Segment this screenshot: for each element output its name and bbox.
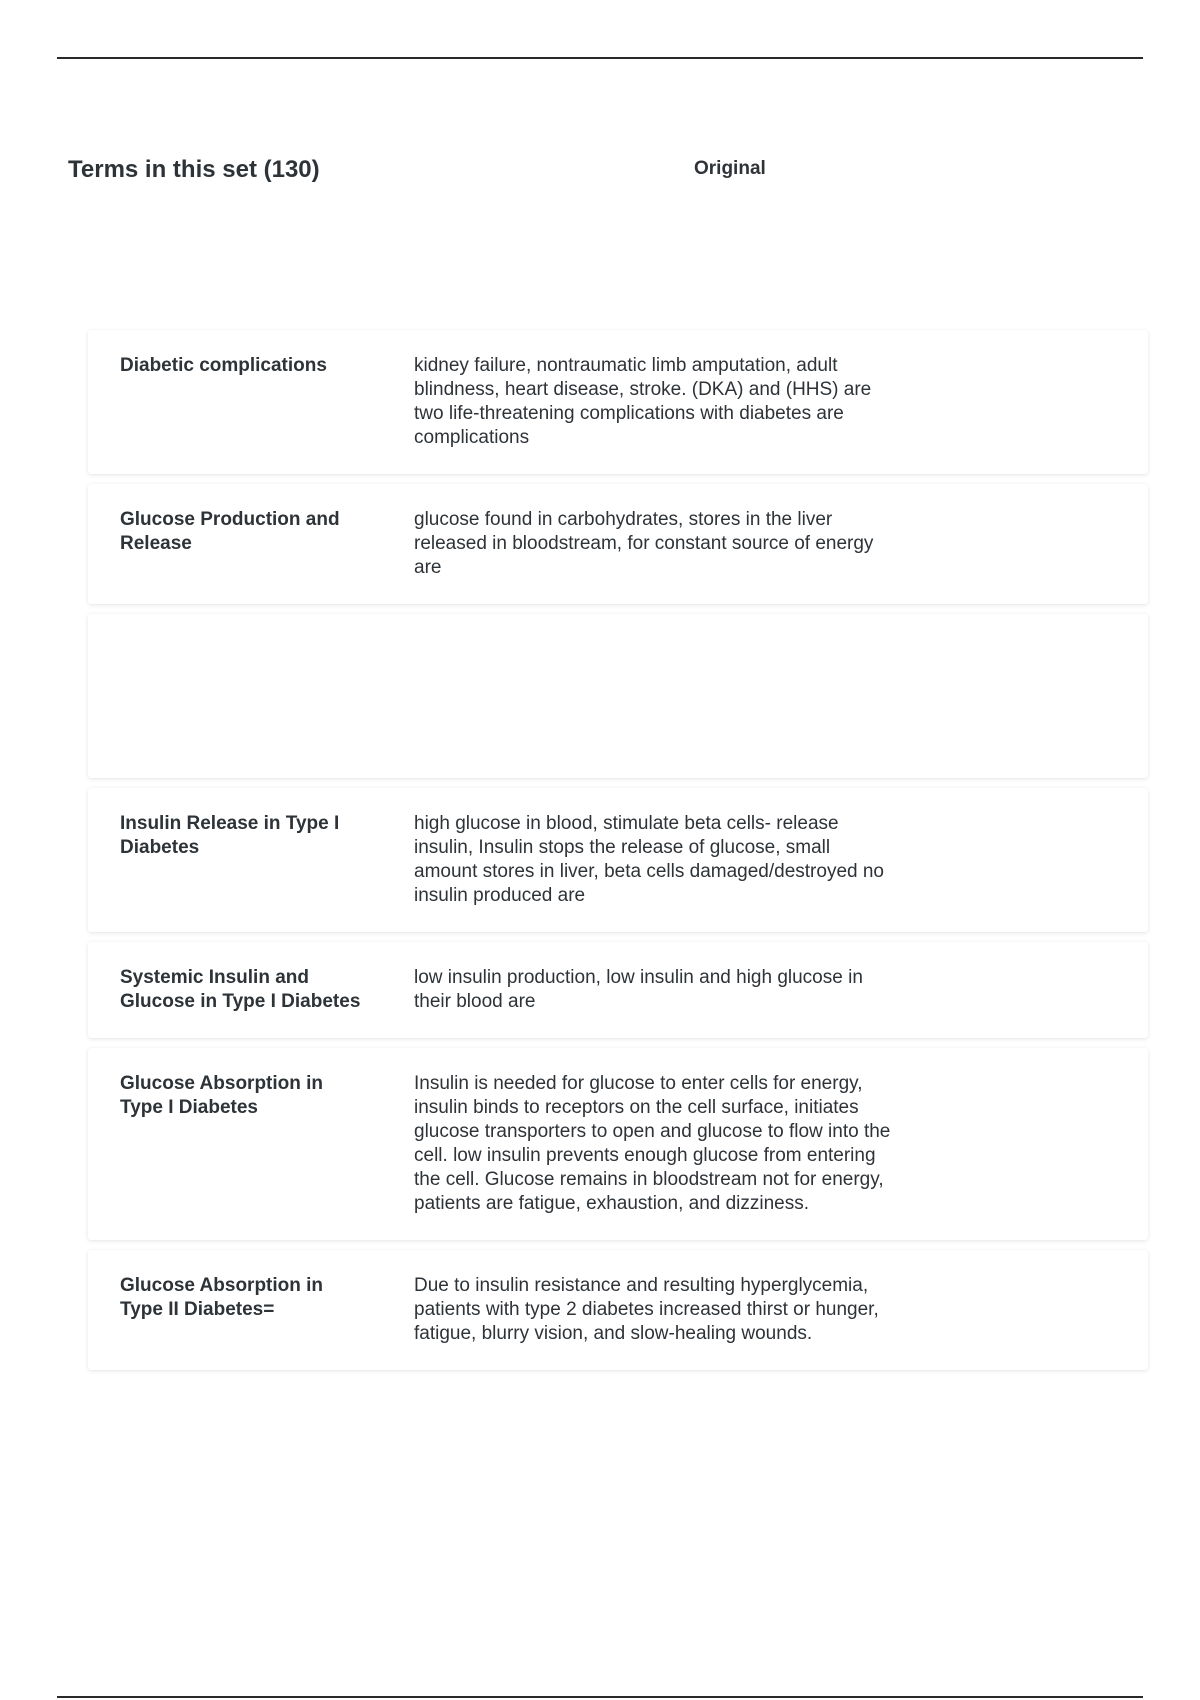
term-text: Glucose Production and Release <box>120 509 340 554</box>
term-card <box>88 484 1148 604</box>
term-text: Glucose Absorption in Type I Diabetes <box>120 1073 324 1118</box>
term-card <box>88 1048 1148 1240</box>
sort-order-label[interactable]: Original <box>694 158 766 179</box>
top-divider <box>57 57 1143 59</box>
term-card <box>88 1250 1148 1370</box>
definition-text: Insulin is needed for glucose to enter cells for energy, insulin binds to receptors on the cell surface, initiates glucose transporters to open and glucose to flow into the cell. low insulin prevents enough glucose from entering the cell. Glucose remains in bloodstream not for energy, patients are fatigue, exhaustion, and dizziness. <box>414 1073 891 1214</box>
set-header <box>68 152 1128 192</box>
term-card-empty <box>88 614 1148 778</box>
definition-text: Due to insulin resistance and resulting hyperglycemia, patients with type 2 diabetes increased thirst or hunger, fatigue, blurry vision, and slow-healing wounds. <box>414 1275 879 1344</box>
term-text: Glucose Absorption in Type II Diabetes= <box>120 1275 324 1320</box>
definition-text: kidney failure, nontraumatic limb amputation, adult blindness, heart disease, stroke. (DKA) and (HHS) are two life-threatening complications with diabetes are complications <box>414 355 872 448</box>
term-card <box>88 330 1148 474</box>
term-text: Diabetic complications <box>120 355 327 376</box>
page-title: Terms in this set (130) <box>68 156 320 183</box>
definition-text: glucose found in carbohydrates, stores in the liver released in bloodstream, for constant source of energy are <box>414 509 874 578</box>
bottom-divider <box>57 1696 1143 1698</box>
term-card <box>88 788 1148 932</box>
term-card <box>88 942 1148 1038</box>
definition-text: low insulin production, low insulin and high glucose in their blood are <box>414 967 863 1012</box>
term-text: Insulin Release in Type I Diabetes <box>120 813 340 858</box>
term-card-list <box>88 330 1148 1380</box>
definition-text: high glucose in blood, stimulate beta cells- release insulin, Insulin stops the release of glucose, small amount stores in liver, beta cells damaged/destroyed no insulin produced are <box>414 813 884 906</box>
term-text: Systemic Insulin and Glucose in Type I Diabetes <box>120 967 361 1012</box>
